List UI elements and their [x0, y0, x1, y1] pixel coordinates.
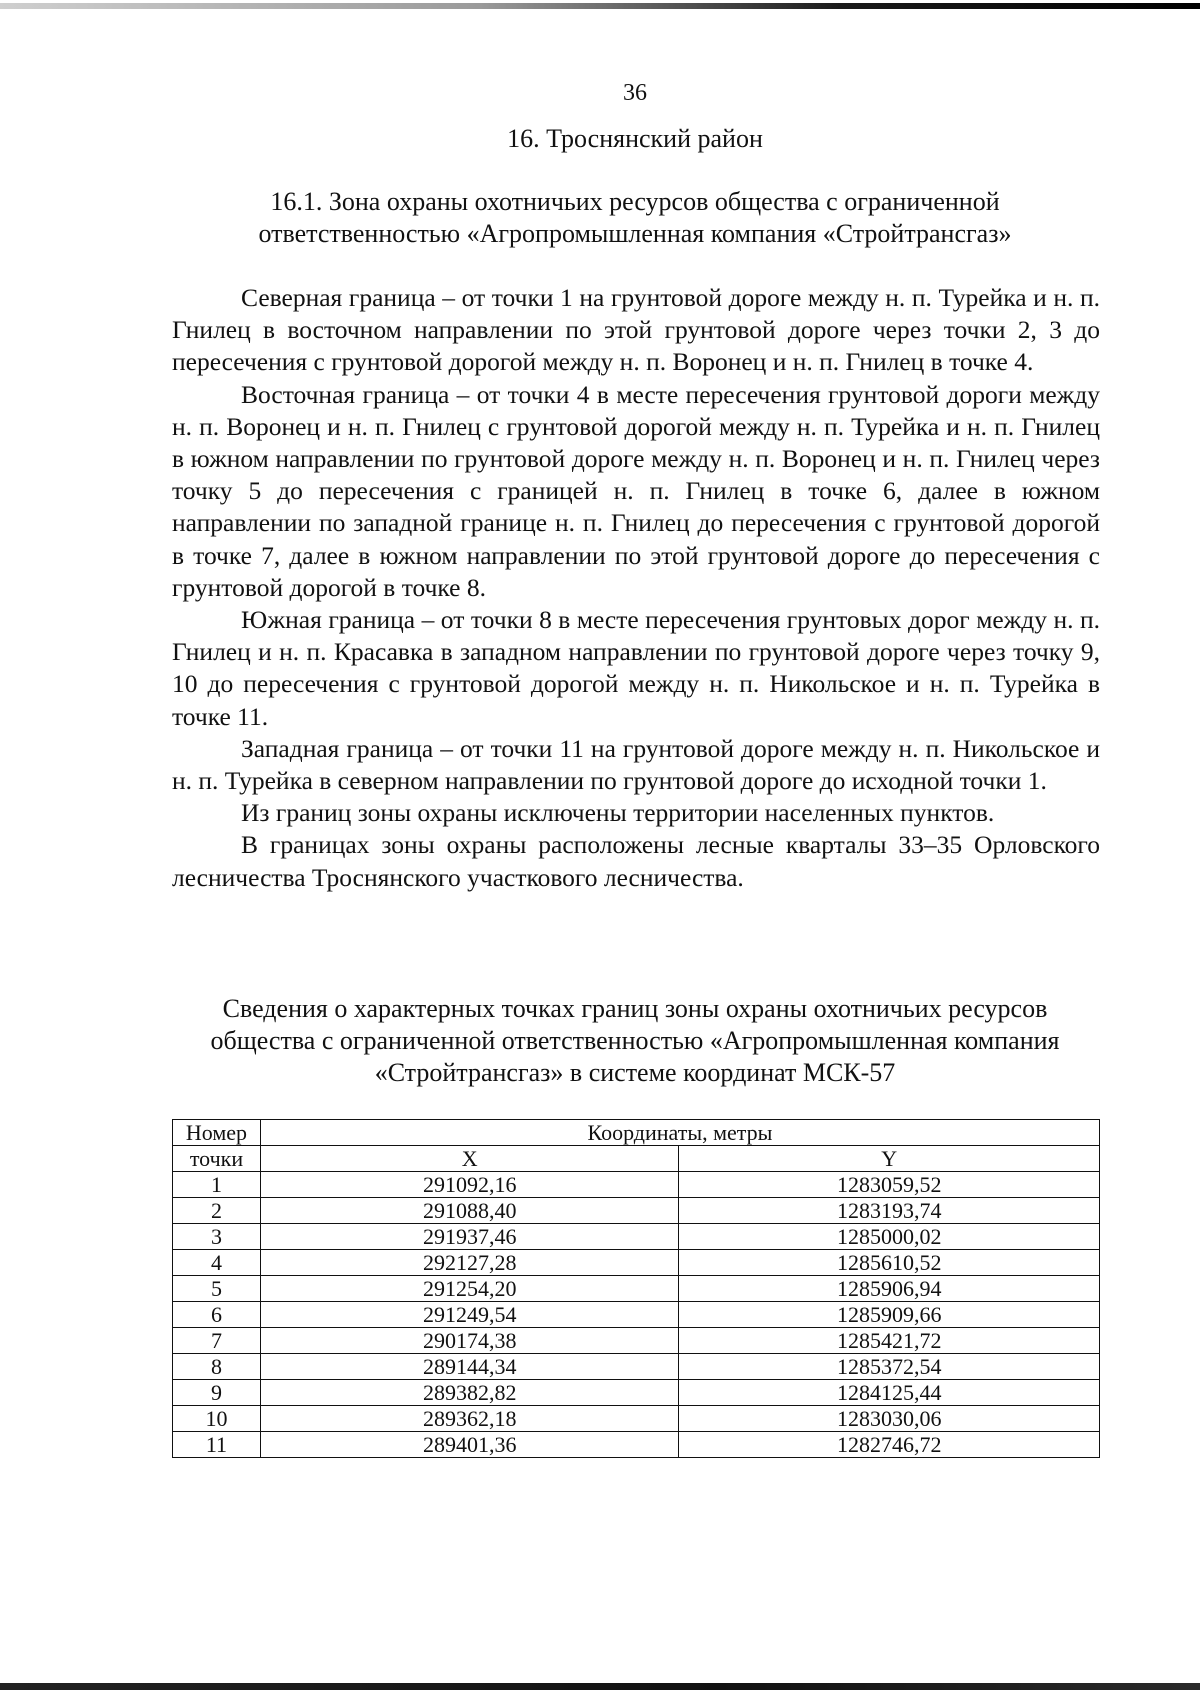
table-row	[173, 1432, 1100, 1458]
header-coordinates: Координаты, метры	[260, 1120, 1099, 1146]
table-row	[173, 1380, 1100, 1406]
table-subheader-row	[173, 1146, 1100, 1172]
table-row	[173, 1302, 1100, 1328]
header-point-number: Номер	[173, 1120, 261, 1146]
cell-point: 6	[173, 1302, 261, 1328]
table-row	[173, 1328, 1100, 1354]
cell-point: 2	[173, 1198, 261, 1224]
cell-y: 1282746,72	[679, 1432, 1100, 1458]
cell-point: 10	[173, 1406, 261, 1432]
cell-x: 291092,16	[260, 1172, 679, 1198]
cell-x: 290174,38	[260, 1328, 679, 1354]
paragraph-west-boundary: Западная граница – от точки 11 на грунтовой дороге между н. п. Никольское и н. п. Турейка в северном направлении по грунтовой дороге до исходной точки 1.	[172, 733, 1100, 796]
cell-y: 1283030,06	[679, 1406, 1100, 1432]
cell-x: 289401,36	[260, 1432, 679, 1458]
cell-x: 289382,82	[260, 1380, 679, 1406]
cell-y: 1283193,74	[679, 1198, 1100, 1224]
cell-y: 1285372,54	[679, 1354, 1100, 1380]
table-header-row	[173, 1120, 1100, 1146]
table-row	[173, 1406, 1100, 1432]
body-text	[172, 282, 1100, 894]
cell-y: 1283059,52	[679, 1172, 1100, 1198]
subsection-title: 16.1. Зона охраны охотничьих ресурсов общества с ограниченной ответственностью «Агропромышленная компания «Стройтрансгаз»	[258, 187, 1012, 248]
paragraph-south-boundary: Южная граница – от точки 8 в месте пересечения грунтовых дорог между н. п. Гнилец и н. п. Красавка в западном направлении по грунтовой дороге через точку 9, 10 до пересечения с грунтовой дорогой между н. п. Никольское и н. п. Турейка в точке 11.	[172, 605, 1100, 731]
cell-x: 291254,20	[260, 1276, 679, 1302]
cell-x: 292127,28	[260, 1250, 679, 1276]
cell-y: 1285000,02	[679, 1224, 1100, 1250]
cell-x: 291937,46	[260, 1224, 679, 1250]
cell-x: 291249,54	[260, 1302, 679, 1328]
bottom-scan-border	[0, 1683, 1200, 1690]
coordinates-table	[172, 1119, 1100, 1458]
header-y: Y	[679, 1146, 1100, 1172]
cell-point: 4	[173, 1250, 261, 1276]
table-row	[173, 1276, 1100, 1302]
table-caption: Сведения о характерных точках границ зоны охраны охотничьих ресурсов общества с ограниченной ответственностью «Агропромышленная компания «Стройтрансгаз» в системе координат МСК-57	[210, 994, 1060, 1087]
table-row	[173, 1354, 1100, 1380]
cell-y: 1285610,52	[679, 1250, 1100, 1276]
cell-point: 9	[173, 1380, 261, 1406]
cell-point: 11	[173, 1432, 261, 1458]
table-row	[173, 1198, 1100, 1224]
cell-point: 3	[173, 1224, 261, 1250]
paragraph-forest-quarters: В границах зоны охраны расположены лесные кварталы 33–35 Орловского лесничества Троснянского участкового лесничества.	[172, 830, 1100, 892]
cell-y: 1284125,44	[679, 1380, 1100, 1406]
table-row	[173, 1250, 1100, 1276]
page-number: 36	[623, 80, 647, 106]
paragraph-east-boundary: Восточная граница – от точки 4 в месте пересечения грунтовой дороги между н. п. Воронец и н. п. Гнилец с грунтовой дорогой между н. п. Турейка и н. п. Гнилец в южном направлении по грунтовой дороге между н. п. Воронец и н. п. Гнилец через точку 5 до пересечения с границей н. п. Гнилец в точке 6, далее в южном направлении по западной границе н. п. Гнилец до пересечения с грунтовой дорогой в точке 7, далее в южном направлении по этой грунтовой дороге до пересечения с грунтовой дорогой в точке 8.	[172, 379, 1100, 602]
cell-y: 1285421,72	[679, 1328, 1100, 1354]
cell-point: 1	[173, 1172, 261, 1198]
header-point-label: точки	[173, 1146, 261, 1172]
paragraph-north-boundary: Северная граница – от точки 1 на грунтовой дороге между н. п. Турейка и н. п. Гнилец в восточном направлении по этой грунтовой дороге через точки 2, 3 до пересечения с грунтовой дорогой между н. п. Воронец и н. п. Гнилец в точке 4.	[172, 283, 1100, 377]
cell-x: 289144,34	[260, 1354, 679, 1380]
header-x: X	[260, 1146, 679, 1172]
cell-point: 7	[173, 1328, 261, 1354]
table-row	[173, 1224, 1100, 1250]
cell-point: 8	[173, 1354, 261, 1380]
cell-point: 5	[173, 1276, 261, 1302]
section-title: 16. Троснянский район	[507, 124, 763, 153]
cell-x: 291088,40	[260, 1198, 679, 1224]
paragraph-exclusions: Из границ зоны охраны исключены территории населенных пунктов.	[241, 798, 995, 828]
table-row	[173, 1172, 1100, 1198]
cell-y: 1285906,94	[679, 1276, 1100, 1302]
cell-y: 1285909,66	[679, 1302, 1100, 1328]
top-scan-border	[0, 3, 1200, 9]
cell-x: 289362,18	[260, 1406, 679, 1432]
